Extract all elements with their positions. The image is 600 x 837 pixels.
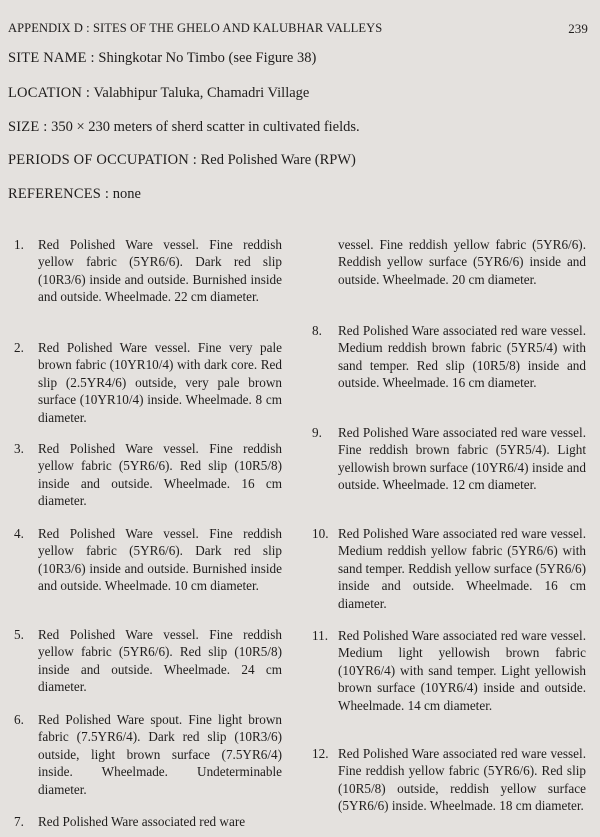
list-item — [312, 745, 586, 815]
header-title: APPENDIX D : SITES OF THE GHELO AND KALUBHAR VALLEYS — [8, 21, 383, 35]
item-number: 11. — [312, 628, 328, 643]
item-text: vessel. Fine reddish yellow fabric (5YR6/6). Reddish yellow surface (5YR6/6) inside and outside. Wheelmade. 20 cm diameter. — [338, 237, 586, 287]
item-text: Red Polished Ware associated red ware vessel. Medium light yellowish brown fabric (10YR6/4) with sand temper. Light yellowish brown surface (10YR6/4) inside and outside. Wheelmade. 14 cm diameter. — [338, 628, 586, 713]
item-text: Red Polished Ware vessel. Fine reddish yellow fabric (5YR6/6). Dark red slip (10R3/6) inside and outside. Burnished inside and outside. Wheelmade. 22 cm diameter. — [38, 237, 282, 305]
references-value: none — [112, 186, 141, 202]
item-number: 4. — [14, 526, 24, 541]
item-number: 8. — [312, 323, 322, 338]
site-name-label: SITE NAME : — [8, 50, 95, 66]
item-text: Red Polished Ware associated red ware vessel. Medium reddish yellow fabric (5YR6/6) with sand temper. Reddish yellow surface (5YR6/6) inside and outside. Wheelmade. 16 cm diameter. — [338, 526, 586, 611]
item-number: 1. — [14, 237, 24, 252]
item-number: 3. — [14, 441, 24, 456]
list-item — [312, 525, 586, 612]
item-number: 9. — [312, 425, 322, 440]
references-label: REFERENCES : — [8, 186, 110, 202]
list-item — [14, 236, 282, 306]
location-label: LOCATION : — [8, 85, 91, 101]
item-text: Red Polished Ware associated red ware vessel. Fine reddish yellow fabric (5YR6/6). Red slip (10R5/8) outside, reddish yellow surface (5YR6/6) inside. Wheelmade. 18 cm diameter. — [338, 746, 586, 814]
item-text: Red Polished Ware vessel. Fine reddish yellow fabric (5YR6/6). Red slip (10R5/8) inside and outside. Wheelmade. 16 cm diameter. — [38, 441, 282, 509]
list-item — [312, 627, 586, 714]
list-item — [14, 339, 282, 426]
list-item-continuation — [312, 236, 586, 288]
list-item — [14, 440, 282, 510]
item-text: Red Polished Ware vessel. Fine reddish yellow fabric (5YR6/6). Red slip (10R5/8) inside and outside. Wheelmade. 24 cm diameter. — [38, 627, 282, 695]
page-number: 239 — [568, 21, 588, 36]
item-number: 12. — [312, 746, 329, 761]
list-item — [14, 626, 282, 696]
item-number: 7. — [14, 814, 24, 829]
item-text: Red Polished Ware associated red ware — [38, 814, 246, 829]
size-label: SIZE : — [8, 119, 48, 135]
site-name-value: Shingkotar No Timbo (see Figure 38) — [98, 50, 317, 66]
item-number: 6. — [14, 712, 24, 727]
item-text: Red Polished Ware associated red ware vessel. Medium reddish brown fabric (5YR5/4) with sand temper. Red slip (10R5/8) inside and outside. Wheelmade. 16 cm diameter. — [338, 323, 586, 391]
size-value: 350 × 230 meters of sherd scatter in cultivated fields. — [51, 119, 360, 135]
item-text: Red Polished Ware vessel. Fine reddish yellow fabric (5YR6/6). Dark red slip (10R3/6) inside and outside. Burnished inside and outside. Wheelmade. 10 cm diameter. — [38, 526, 282, 594]
location-value: Valabhipur Taluka, Chamadri Village — [93, 85, 310, 101]
list-item — [14, 711, 282, 798]
item-text: Red Polished Ware vessel. Fine very pale brown fabric (10YR10/4) with dark core. Red slip (2.5YR4/6) outside, very pale brown surface (10YR10/4) inside. Wheelmade. 8 cm diameter. — [38, 340, 282, 425]
left-column — [14, 0, 282, 837]
periods-label: PERIODS OF OCCUPATION : — [8, 152, 197, 168]
right-column — [312, 0, 586, 837]
item-number: 5. — [14, 627, 24, 642]
item-number: 2. — [14, 340, 24, 355]
item-number: 10. — [312, 526, 329, 541]
list-item — [14, 525, 282, 595]
periods-value: Red Polished Ware (RPW) — [200, 152, 356, 168]
item-text: Red Polished Ware associated red ware vessel. Fine reddish brown fabric (5YR5/4). Light yellowish brown surface (10YR6/4) inside and outside. Wheelmade. 12 cm diameter. — [338, 425, 586, 493]
list-item — [14, 813, 282, 830]
item-text: Red Polished Ware spout. Fine light brown fabric (7.5YR6/4). Dark red slip (10R3/6) outside, light brown surface (7.5YR6/4) inside. Wheelmade. Undeterminable diameter. — [38, 712, 282, 797]
list-item — [312, 424, 586, 494]
list-item — [312, 322, 586, 392]
